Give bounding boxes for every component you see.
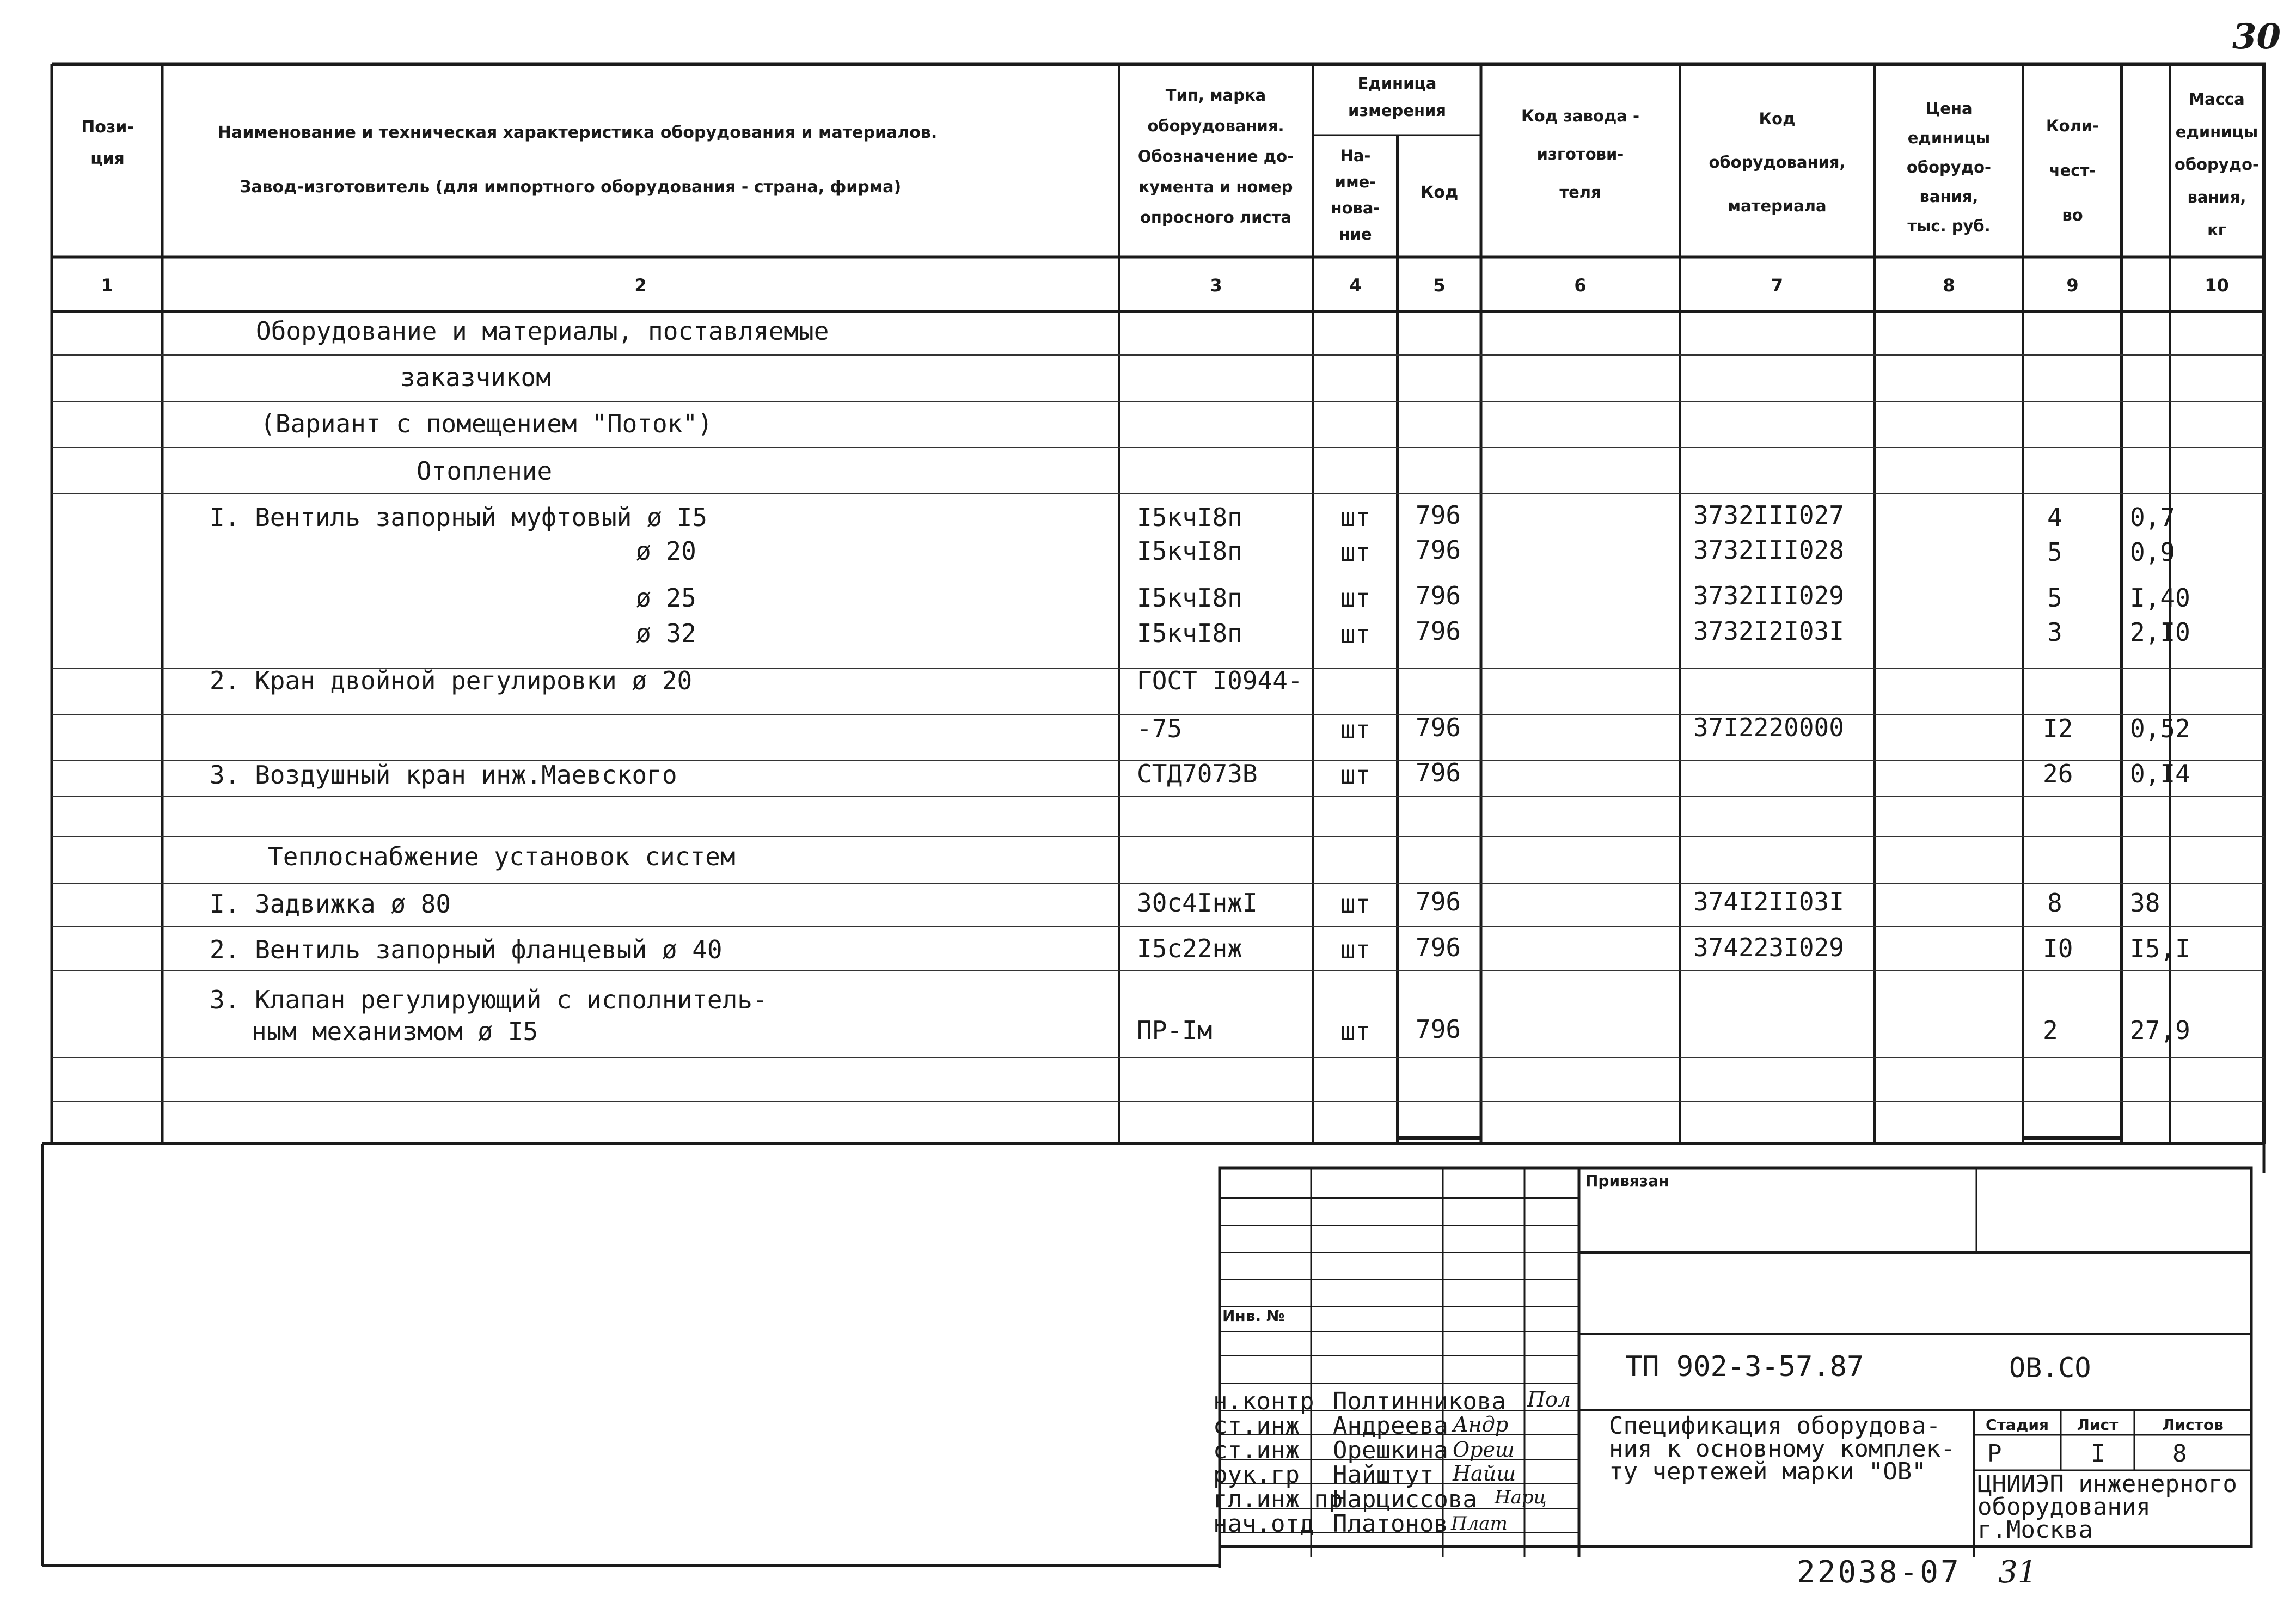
signature-name: Орешкина xyxy=(1333,1436,1448,1464)
item-quantity: I2 xyxy=(2043,714,2073,743)
header-price: Цена единицы оборудо- вания, тыс. руб. xyxy=(1906,99,1992,235)
item-code: 3732I2I03I xyxy=(1693,616,1844,646)
item-name: 2. Вентиль запорный фланцевый ø 40 xyxy=(210,935,723,964)
signature-name: Андреева xyxy=(1333,1412,1448,1440)
sheets-value: 8 xyxy=(2172,1440,2187,1468)
item-code: 374223I029 xyxy=(1693,933,1844,962)
sheets-label: Листов xyxy=(2162,1416,2224,1434)
section-heading: Оборудование и материалы, поставляемые xyxy=(256,316,829,346)
item-unit: шт xyxy=(1340,715,1371,744)
item-quantity: 2 xyxy=(2043,1016,2058,1045)
item-unit: шт xyxy=(1340,1017,1371,1046)
document-description: Спецификация оборудова- ния к основному комплек- ту чертежей марки "ОВ" xyxy=(1609,1412,1955,1485)
section-heading: (Вариант с помещением "Поток") xyxy=(260,409,713,438)
item-type: ГОСТ I0944- xyxy=(1137,666,1303,695)
item-mass: 0,7 xyxy=(2130,503,2176,532)
item-quantity: I0 xyxy=(2043,934,2073,963)
column-number: 3 xyxy=(1210,275,1222,296)
column-number: 4 xyxy=(1349,275,1362,296)
header-name-line2: Завод-изготовитель (для импортного оборудования - страна, фирма) xyxy=(240,178,902,197)
item-mass: 0,52 xyxy=(2130,714,2190,743)
signature-mark: Ореш xyxy=(1453,1438,1515,1462)
item-type: I5кчI8п xyxy=(1137,583,1242,613)
signature-name: Полтинникова xyxy=(1333,1387,1506,1415)
item-unit-code: 796 xyxy=(1416,1014,1461,1044)
section-heading: Отопление xyxy=(417,456,553,486)
signature-mark: Найш xyxy=(1453,1462,1516,1485)
item-quantity: 5 xyxy=(2047,583,2062,613)
item-type: 30с4IнжI xyxy=(1137,888,1258,918)
item-unit: шт xyxy=(1340,935,1371,964)
signature-mark: Андр xyxy=(1453,1413,1509,1436)
header-factory-code: Код завода - изготови- теля xyxy=(1521,107,1639,201)
privyazan-label: Привязан xyxy=(1585,1172,1669,1190)
item-unit-code: 796 xyxy=(1416,535,1461,565)
header-position: Пози- ция xyxy=(81,118,134,168)
column-number: 10 xyxy=(2205,275,2229,296)
item-mass: 27,9 xyxy=(2130,1016,2190,1045)
item-unit-code: 796 xyxy=(1416,887,1461,916)
item-unit: шт xyxy=(1340,537,1371,567)
header-unit-name: На- име- нова- ние xyxy=(1331,146,1380,243)
stage-label: Стадия xyxy=(1986,1416,2049,1434)
item-name: I. Вентиль запорный муфтовый ø I5 xyxy=(210,503,707,532)
item-unit: шт xyxy=(1340,583,1371,613)
footer-page: 31 xyxy=(1998,1555,2037,1590)
signature-role: нач.отд xyxy=(1213,1510,1314,1538)
header-type: Тип, марка оборудования. Обозначение до- кумента и номер опросного листа xyxy=(1137,86,1294,227)
item-unit: шт xyxy=(1340,503,1371,532)
page-number: 30 xyxy=(2232,16,2281,57)
item-name: ø 25 xyxy=(636,583,696,613)
column-number: 2 xyxy=(634,275,647,296)
signature-mark: Пол xyxy=(1527,1387,1571,1411)
item-name: I. Задвижка ø 80 xyxy=(210,889,451,919)
signature-role: н.контр xyxy=(1213,1387,1314,1415)
item-mass: 38 xyxy=(2130,888,2160,918)
item-quantity: 26 xyxy=(2043,759,2073,788)
signature-role: ст.инж xyxy=(1213,1436,1300,1464)
item-unit: шт xyxy=(1340,620,1371,649)
section-heading: заказчиком xyxy=(400,363,551,392)
item-quantity: 4 xyxy=(2047,503,2062,532)
column-number: 1 xyxy=(101,275,113,296)
item-type: I5кчI8п xyxy=(1137,619,1242,648)
item-unit-code: 796 xyxy=(1416,616,1461,646)
item-mass: 0,9 xyxy=(2130,537,2176,567)
item-type: -75 xyxy=(1137,714,1183,743)
item-type: СТД7073В xyxy=(1137,759,1258,788)
header-quantity: Коли- чест- во xyxy=(2046,117,2099,224)
item-name: 2. Кран двойной регулировки ø 20 xyxy=(210,666,693,695)
item-type: I5кчI8п xyxy=(1137,503,1242,532)
section-heading: Теплоснабжение установок систем xyxy=(268,842,736,871)
item-type: ПР-Iм xyxy=(1137,1016,1213,1045)
item-unit-code: 796 xyxy=(1416,581,1461,610)
item-name: 3. Клапан регулирующий с исполнитель- xyxy=(210,985,768,1014)
inventory-number-label: Инв. № xyxy=(1222,1307,1285,1325)
item-mass: 2,I0 xyxy=(2130,618,2190,647)
header-mass: Масса единицы оборудо- вания, кг xyxy=(2174,90,2260,239)
item-quantity: 5 xyxy=(2047,537,2062,567)
column-number: 8 xyxy=(1943,275,1955,296)
item-unit-code: 796 xyxy=(1416,713,1461,742)
signature-name: Найштут xyxy=(1333,1461,1434,1489)
item-mass: 0,I4 xyxy=(2130,759,2190,788)
item-name: 3. Воздушный кран инж.Маевского xyxy=(210,760,677,790)
item-mass: I,40 xyxy=(2130,583,2190,613)
header-unit-code: Код xyxy=(1420,183,1459,202)
item-code: 3732III027 xyxy=(1693,500,1844,530)
item-quantity: 3 xyxy=(2047,618,2062,647)
organization-name: ЦНИИЭП инженерного оборудования г.Москва xyxy=(1977,1470,2237,1544)
item-code: 374I2II03I xyxy=(1693,887,1844,916)
item-code: 37I2220000 xyxy=(1693,713,1844,742)
column-number: 6 xyxy=(1574,275,1587,296)
item-code: 3732III028 xyxy=(1693,535,1844,565)
item-mass: I5,I xyxy=(2130,934,2190,963)
item-type: I5кчI8п xyxy=(1137,536,1242,566)
signature-role: гл.инж пр xyxy=(1213,1485,1343,1513)
header-equipment-code: Код оборудования, материала xyxy=(1709,109,1846,215)
item-code: 3732III029 xyxy=(1693,581,1844,610)
signature-name: Платонов xyxy=(1333,1510,1448,1538)
sheet-label: Лист xyxy=(2077,1416,2119,1434)
item-quantity: 8 xyxy=(2047,888,2062,918)
signature-role: ст.инж xyxy=(1213,1412,1300,1440)
sheet-value: I xyxy=(2091,1440,2105,1468)
stage-value: Р xyxy=(1987,1440,2002,1468)
footer-number: 22038-07 xyxy=(1797,1555,1961,1590)
item-name: ø 32 xyxy=(636,619,696,648)
item-unit-code: 796 xyxy=(1416,933,1461,962)
signature-mark: Плат xyxy=(1451,1513,1508,1534)
signature-role: рук.гр xyxy=(1213,1461,1300,1489)
header-name-line1: Наименование и техническая характеристика оборудования и материалов. xyxy=(218,123,938,142)
column-number: 9 xyxy=(2066,275,2079,296)
item-unit-code: 796 xyxy=(1416,500,1461,530)
item-name: ным механизмом ø I5 xyxy=(252,1017,538,1046)
header-unit-group: Единица измерения xyxy=(1348,74,1446,120)
document-code: ТП 902-3-57.87 xyxy=(1625,1350,1864,1383)
item-type: I5с22нж xyxy=(1137,934,1242,963)
signature-mark: Нарц xyxy=(1495,1487,1547,1508)
signature-name: Нарциссова xyxy=(1333,1485,1477,1513)
column-number: 5 xyxy=(1433,275,1446,296)
item-name: ø 20 xyxy=(636,536,696,566)
item-unit: шт xyxy=(1340,889,1371,919)
item-unit-code: 796 xyxy=(1416,758,1461,787)
item-unit: шт xyxy=(1340,760,1371,790)
document-mark: ОВ.СО xyxy=(2009,1352,2091,1384)
column-number: 7 xyxy=(1771,275,1784,296)
